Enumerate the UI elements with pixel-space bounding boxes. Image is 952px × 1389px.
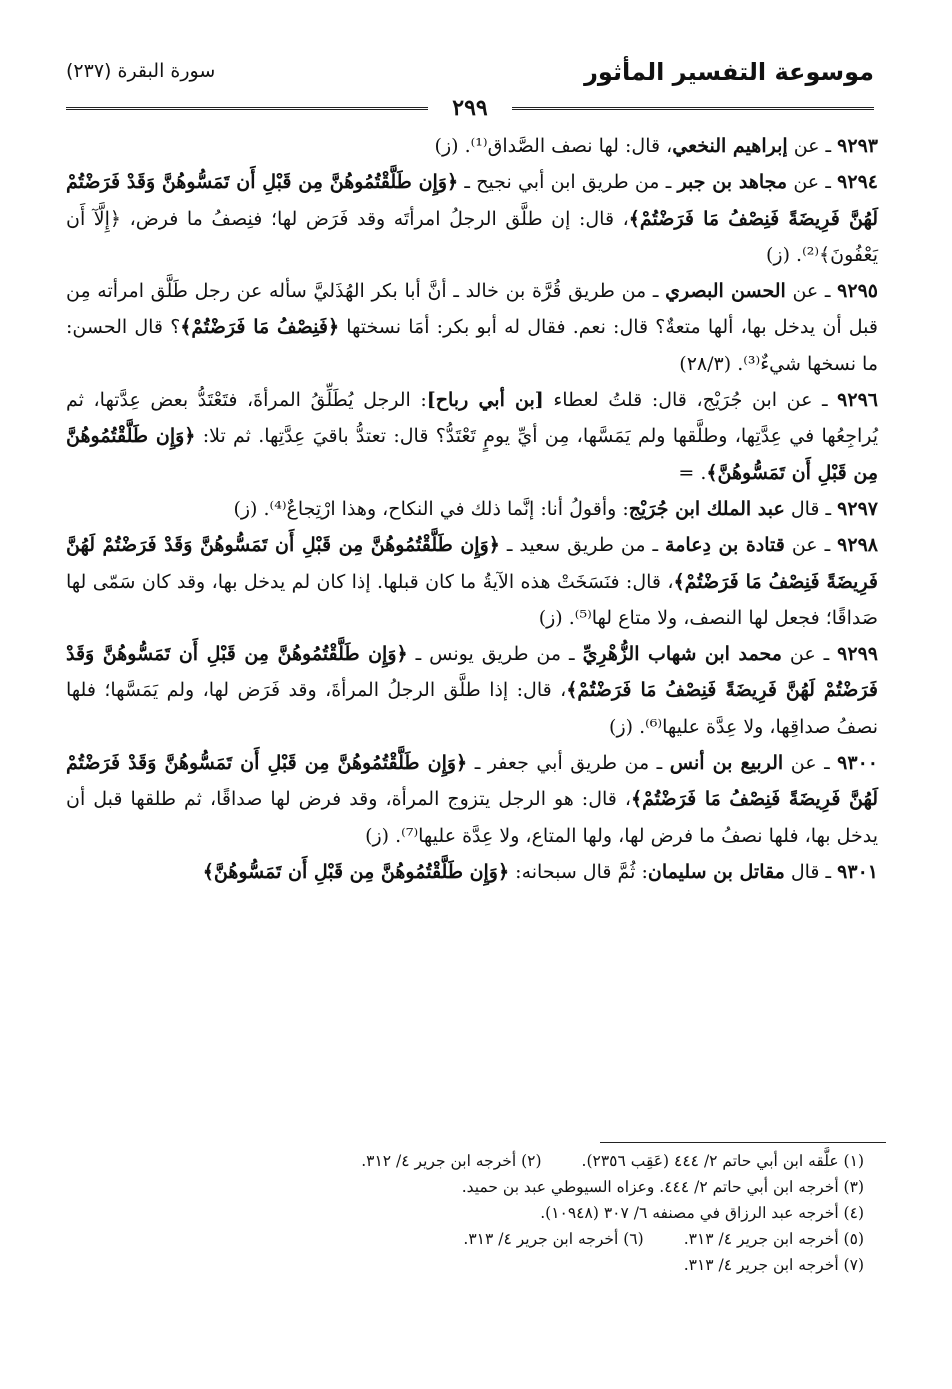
footnote: (٢) أخرجه ابن جرير ٤/ ٣١٢.	[361, 1152, 542, 1170]
footnote: (٤) أخرجه عبد الرزاق في مصنفه ٦/ ٣٠٧ (١٠٩٤٨).	[540, 1204, 864, 1222]
entry-text: ـ قال	[784, 497, 838, 520]
footnote: (٧) أخرجه ابن جرير ٤/ ٣١٣.	[683, 1256, 864, 1274]
narration-entry	[66, 273, 878, 382]
entry-text: ، قال: إذا طلَّق الرجلُ المرأةَ، وقد فَرَض لها، ولم يَمَسَّها؛ فلها نصفُ صداقِها، ولا عِدَّة عليها⁽⁶⁾. (ز)	[66, 679, 878, 738]
narration-entry	[66, 164, 878, 273]
entry-number: ٩٣٠١	[837, 860, 878, 883]
footnote: (١) علَّقه ابن أبي حاتم ٢/ ٤٤٤ (عَقِب ٢٣٥٦).	[581, 1152, 864, 1170]
entry-text: ؟ قال الحسن: ما نسخها شيءٌ⁽³⁾. (٢٨/٣)	[66, 316, 878, 375]
narrator-name: قتادة بن دِعامة	[665, 534, 785, 557]
narration-entry	[66, 636, 878, 745]
narration-entry	[66, 854, 878, 890]
entry-text: ـ من طريق أبي جعفر ـ	[467, 752, 670, 775]
header-rule-right	[512, 107, 874, 110]
header-rule-left	[66, 107, 428, 110]
entry-text: ، قال: فنَسَخَتْ هذه الآيةُ ما كان قبلها. إذا كان لم يدخل بها، وقد كان سَمّى لها صَداقًا؛ فجعل لها النصف، ولا متاع لها⁽⁵⁾. (ز)	[66, 570, 878, 629]
narration-entry	[66, 745, 878, 854]
narrator-name: محمد ابن شهاب الزُّهْرِيِّ	[582, 643, 782, 666]
footnote-line	[66, 1148, 878, 1174]
entry-text: ـ عن	[783, 752, 838, 775]
entry-text: ـ من طريق يونس ـ	[407, 643, 583, 666]
footnote-line	[66, 1252, 878, 1278]
footnote: (٣) أخرجه ابن أبي حاتم ٢/ ٤٤٤. وعزاه السيوطي عبد بن حميد.	[461, 1178, 864, 1196]
entry-text: ـ قال	[784, 860, 838, 883]
entry-text: ، قال: إن طلَّق الرجلُ امرأتَه وقد فَرَض لها؛ فنِصفُ ما فرض، ﴿إِلَّآ أَن يَعْفُونَ﴾⁽²⁾. (ز)	[66, 207, 878, 266]
entry-text: . =	[678, 461, 707, 484]
entry-text: ـ عن	[785, 280, 838, 303]
quran-quote: ﴿وَإِن طَلَّقْتُمُوهُنَّ مِن قَبْلِ أَن تَمَسُّوهُنَّ﴾	[66, 425, 878, 484]
page-number: ٢٩٩	[452, 95, 488, 121]
entry-number: ٩٢٩٤	[837, 171, 878, 194]
narrator-name: الربيع بن أنس	[669, 752, 784, 775]
narration-entry	[66, 491, 878, 527]
book-title: موسوعة التفسير المأثور	[584, 58, 874, 86]
entry-number: ٩٢٩٣	[837, 135, 878, 157]
entry-text: : الرجل يُطَلِّقُ المرأةَ، فتَعْتَدُّ بعض عِدَّتها، ثم يُراجِعُها في عِدَّتِها، وطلَّقها ولم يَمَسَّها، مِن أيِّ يومٍ تَعْتَدُّ؟ قال: تعتدُّ باقيَ عِدَّتِها. ثم تلا:	[66, 389, 878, 448]
narration-entry	[66, 527, 878, 636]
narration-entry	[66, 128, 878, 164]
footnote-line	[66, 1226, 878, 1252]
quran-quote: ﴿وَإِن طَلَّقْتُمُوهُنَّ مِن قَبْلِ أَن تَمَسُّوهُنَّ وَقَدْ فَرَضْتُمْ لَهُنَّ فَرِيضَةً فَنِصْفُ مَا فَرَضْتُمْ﴾	[66, 643, 878, 702]
quran-quote: ﴿وَإِن طَلَّقْتُمُوهُنَّ مِن قَبْلِ أَن تَمَسُّوهُنَّ وَقَدْ فَرَضْتُمْ لَهُنَّ فَرِيضَةً فَنِصْفُ مَا فَرَضْتُمْ﴾	[66, 534, 879, 593]
page-number-row	[66, 96, 874, 120]
footnote-line	[66, 1200, 878, 1226]
narrator-name: مجاهد بن جبر	[677, 171, 788, 194]
entry-text: ـ عن ابن جُرَيْج، قال: قلتُ لعطاء	[543, 389, 838, 412]
entry-number: ٩٢٩٧	[837, 497, 878, 520]
narrator-name: الحسن البصري	[665, 280, 786, 303]
quran-quote: ﴿وَإِن طَلَّقْتُمُوهُنَّ مِن قَبْلِ أَن تَمَسُّوهُنَّ وَقَدْ فَرَضْتُمْ لَهُنَّ فَرِيضَةً فَنِصْفُ مَا فَرَضْتُمْ﴾	[66, 752, 879, 811]
narrator-name: [بن أبي رباح]	[426, 389, 544, 412]
entry-text: : وأقولُ أنا: إنَّما ذلك في النكاح، وهذا ارْتِجاعٌ⁽⁴⁾. (ز)	[233, 497, 629, 520]
narrator-name: عبد الملك ابن جُرَيْج	[628, 497, 785, 520]
main-text	[66, 128, 878, 890]
quran-quote: ﴿وَإِن طَلَّقْتُمُوهُنَّ مِن قَبْلِ أَن تَمَسُّوهُنَّ﴾	[202, 860, 510, 883]
footnote-line	[66, 1174, 878, 1200]
entry-text: ، قال: هو الرجل يتزوج المرأة، وقد فرض لها صداقًا، ثم طلقها قبل أن يدخل بها، فلها نصفُ ما فرض لها، ولها المتاع، ولا عِدَّة عليها⁽⁷⁾. (ز)	[66, 788, 878, 847]
page-header	[66, 52, 874, 132]
entry-number: ٩٣٠٠	[837, 752, 878, 775]
footnote-divider	[600, 1142, 886, 1143]
narration-entry	[66, 382, 878, 491]
footnotes	[66, 1148, 878, 1278]
entry-text: ـ عن	[781, 643, 838, 666]
entry-number: ٩٢٩٦	[837, 389, 878, 412]
quran-quote: ﴿وَإِن طَلَّقْتُمُوهُنَّ مِن قَبْلِ أَن تَمَسُّوهُنَّ وَقَدْ فَرَضْتُمْ لَهُنَّ فَرِيضَةً فَنِصْفُ مَا فَرَضْتُمْ﴾	[66, 171, 879, 230]
entry-text: ـ من طريق قُرَّة بن خالد ـ أنَّ أبا بكر الهُذَليَّ سأله عن رجل طَلَّق امرأته مِن قبل أن يدخل بها، ألها متعةٌ؟ قال: نعم. فقال له أبو بكر: أمَا نسختها	[66, 280, 878, 339]
surah-label: سورة البقرة (٢٣٧)	[66, 60, 216, 82]
entry-text: : ثُمَّ قال سبحانه:	[509, 860, 648, 883]
entry-number: ٩٢٩٥	[837, 280, 878, 303]
entry-text: ـ من طريق ابن أبي نجيح ـ	[458, 171, 678, 194]
footnote: (٥) أخرجه ابن جرير ٤/ ٣١٣.	[683, 1230, 864, 1248]
entry-number: ٩٢٩٨	[837, 534, 878, 557]
footnote: (٦) أخرجه ابن جرير ٤/ ٣١٣.	[463, 1230, 644, 1248]
entry-text: ـ عن	[787, 171, 838, 194]
quran-quote: ﴿فَنِصْفُ مَا فَرَضْتُمْ﴾	[180, 316, 340, 339]
entry-text: ، قال: لها نصف الصَّداق⁽¹⁾. (ز)	[434, 135, 673, 157]
entry-number: ٩٢٩٩	[837, 643, 878, 666]
entry-text: ـ عن	[784, 534, 838, 557]
narrator-name: مقاتل بن سليمان	[647, 860, 785, 883]
entry-text: ـ من طريق سعيد ـ	[499, 534, 666, 557]
narrator-name: إبراهيم النخعي	[672, 135, 788, 157]
entry-text: ـ عن	[787, 135, 838, 157]
